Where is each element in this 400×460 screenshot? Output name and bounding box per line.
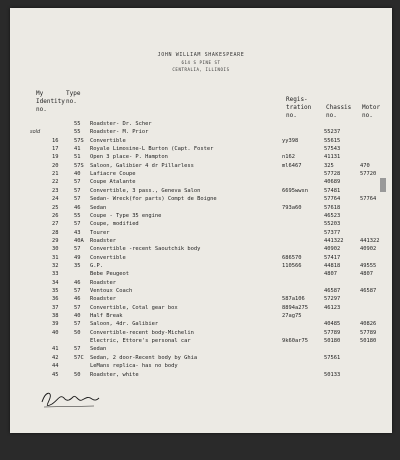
letterhead-name: JOHN WILLIAM SHAKESPEARE [157,52,245,58]
row-type-number: 46 [74,296,81,303]
row-motor-number: 46587 [360,288,377,294]
row-chassis-number: 57618 [324,204,341,211]
row-identity-number: 44 [52,363,59,370]
row-motor-number: 57764 [360,196,377,203]
row-identity-number: 31 [52,254,59,261]
row-identity-number: 25 [52,204,59,211]
row-type-number: 35 [74,262,81,269]
row-description: Sedan [90,204,107,211]
row-chassis-number: 46523 [324,212,341,219]
vehicle-row [10,362,392,370]
header-chassis [326,104,351,120]
row-motor-number: 40902 [360,246,377,253]
row-identity-number: 17 [52,146,59,153]
letterhead-street: 614 S PINE ST [181,60,221,65]
row-description: LeMans replica- has no body [90,363,178,370]
row-description: Sedan- Wreck(for parts) Compt de Boigne [90,196,217,203]
row-type-number: 40 [74,313,81,320]
vehicle-row [10,312,392,320]
header-type [66,90,80,106]
row-identity-number: 20 [52,162,59,169]
header-registration-line: no. [286,112,297,119]
row-type-number: 46 [74,279,81,286]
row-type-number: 40 [74,171,81,178]
vehicle-row [10,254,392,262]
row-motor-number: 57720 [360,171,377,178]
row-description: G.P. [90,262,103,269]
row-identity-number: 38 [52,313,59,320]
row-identity-number: 37 [52,304,59,311]
header-chassis-line: Chassis [326,104,352,111]
row-description: Coupe, modified [90,221,139,228]
header-type-line: Type [66,90,81,97]
row-type-number: 46 [74,204,81,211]
row-chassis-number: 57789 [324,329,341,336]
row-description: Lafiacre Coupe [90,171,136,178]
vehicle-row [10,295,392,303]
row-identity-number: 39 [52,321,59,328]
vehicle-row [10,153,392,161]
row-description: Electric, Ettore's personal car [90,338,191,345]
row-chassis-number: 57543 [324,146,341,153]
row-identity-number: 30 [52,246,59,253]
row-description: Convertible-recent body-Michelin [90,329,194,336]
row-chassis-number: 57481 [324,187,341,194]
header-identity [36,90,65,114]
row-description: Saloon, Galibier 4 dr Pillarless [90,162,194,169]
row-motor-number: 49555 [360,262,377,269]
vehicle-row [10,270,392,278]
row-description: Royale Limosine-L Burton (Capt. Foster [90,146,214,153]
row-type-number: 57 [74,221,81,228]
row-chassis-number: 55237 [324,129,341,136]
header-identity-line: My [36,90,44,97]
row-chassis-number: 57297 [324,296,341,303]
row-type-number: 57 [74,321,81,328]
row-registration-number: 9k60ar75 [282,338,308,345]
row-identity-number: 28 [52,229,59,236]
row-identity-number: 29 [52,237,59,244]
row-description: Convertible [90,137,126,144]
row-description: Open 3 place- P. Hampton [90,154,168,161]
row-chassis-number: 50133 [324,371,341,378]
vehicle-row [10,304,392,312]
row-identity-number: 27 [52,221,59,228]
row-type-number: 41 [74,146,81,153]
row-description: Half Break [90,313,123,320]
row-description: Roadster [90,296,116,303]
vehicle-row [10,262,392,270]
row-identity-number: 22 [52,179,59,186]
header-chassis-line: no. [326,112,337,119]
vehicle-row [10,287,392,295]
row-identity-number: 36 [52,296,59,303]
row-identity-number: 26 [52,212,59,219]
row-chassis-number: 46123 [324,304,341,311]
vehicle-row [10,245,392,253]
row-registration-number: 27ag75 [282,313,302,320]
row-identity-number: 42 [52,354,59,361]
binder-clip [380,178,386,192]
row-motor-number: 57789 [360,329,377,336]
row-type-number: 40A [74,237,84,244]
vehicle-row [10,204,392,212]
vehicle-row [10,371,392,379]
row-motor-number: 4807 [360,271,373,278]
row-type-number: 50 [74,371,81,378]
row-chassis-number: 41131 [324,154,341,161]
row-registration-number: 686570 [282,254,302,261]
vehicle-row [10,162,392,170]
row-type-number: 50 [74,329,81,336]
row-type-number: 57 [74,196,81,203]
row-type-number: 57 [74,187,81,194]
row-type-number: 55 [74,129,81,136]
header-identity-line: Identity [36,98,65,105]
signature [40,388,100,410]
row-motor-number: 40826 [360,321,377,328]
row-chassis-number: 57764 [324,196,341,203]
row-registration-number: 8894a275 [282,304,308,311]
row-chassis-number: 57417 [324,254,341,261]
vehicle-row [10,345,392,353]
row-type-number: 49 [74,254,81,261]
row-type-number: 51 [74,154,81,161]
row-motor-number: 470 [360,162,370,169]
row-type-number: 55 [74,212,81,219]
row-registration-number: n162 [282,154,295,161]
vehicle-row [10,337,392,345]
row-motor-number: 50180 [360,338,377,345]
row-type-number: 57 [74,288,81,294]
letterhead-city: CENTRALIA, ILLINOIS [172,67,230,72]
row-identity-number: 21 [52,171,59,178]
row-type-number: 57S [74,162,84,169]
vehicle-row [10,237,392,245]
vehicle-row [10,195,392,203]
row-chassis-number: 40902 [324,246,341,253]
row-type-number: 43 [74,229,81,236]
row-description: Convertible -recent Saoutchik body [90,246,201,253]
row-description: Roadster- Dr. Scher [90,121,152,127]
vehicle-row [10,170,392,178]
row-description: Sedan [90,346,107,353]
header-motor-line: no. [362,112,373,119]
row-type-number: 57S [74,137,84,144]
row-identity-number: 41 [52,346,59,353]
vehicle-row [10,279,392,287]
vehicle-row [10,128,392,136]
header-identity-line: no. [36,106,47,113]
row-identity-number: 32 [52,262,59,269]
row-chassis-number: 325 [324,162,334,169]
row-motor-number: 441322 [360,237,380,244]
row-description: Tourer [90,229,110,236]
row-description: Coupe - Type 35 engine [90,212,162,219]
row-description: Ventoux Coach [90,288,133,294]
row-registration-number: 793a60 [282,204,302,211]
vehicle-row [10,137,392,145]
row-chassis-number: 55203 [324,221,341,228]
row-registration-number: yy398 [282,137,299,144]
row-identity-number: 40 [52,329,59,336]
row-registration-number: 110566 [282,262,302,269]
header-registration-line: tration [286,104,312,111]
row-identity-number: 33 [52,271,59,278]
document-page [10,8,392,433]
header-motor [362,104,380,120]
row-description: Convertible, Cotal gear box [90,304,178,311]
row-chassis-number: 441322 [324,237,344,244]
vehicle-row [10,178,392,186]
row-chassis-number: 55615 [324,137,341,144]
row-chassis-number: 50180 [324,338,341,345]
row-identity-number: 34 [52,279,59,286]
vehicle-row [10,229,392,237]
vehicle-row [10,329,392,337]
row-chassis-number: 57728 [324,171,341,178]
header-type-line: no. [66,98,77,105]
row-type-number: 57 [74,304,81,311]
row-identity-number: 19 [52,154,59,161]
header-registration [286,96,311,120]
vehicle-row [10,187,392,195]
row-chassis-number: 4807 [324,271,337,278]
row-type-number: 57 [74,246,81,253]
row-registration-number: 587a106 [282,296,305,303]
row-description: Convertible, 3 pass., Geneva Salon [90,187,201,194]
row-identity-number: 16 [52,137,59,144]
header-registration-line: Regis- [286,96,308,103]
row-chassis-number: 44818 [324,262,341,269]
row-type-number: 57C [74,354,84,361]
row-type-number: 55 [74,121,81,127]
vehicle-row [10,120,392,128]
row-identity-number: 24 [52,196,59,203]
row-registration-number: 6695wwsn [282,187,308,194]
row-chassis-number: 40689 [324,179,341,186]
row-identity-number: 23 [52,187,59,194]
row-description: Roadster [90,279,116,286]
row-mark: sold [30,129,41,136]
row-chassis-number: 46587 [324,288,341,294]
vehicle-row [10,212,392,220]
vehicle-row [10,145,392,153]
row-description: Bebe Peugeot [90,271,129,278]
row-identity-number: 45 [52,371,59,378]
row-description: Saloon, 4dr. Galibier [90,321,159,328]
row-description: Roadster- M. Prior [90,129,149,136]
row-type-number: 57 [74,179,81,186]
row-registration-number: ml6467 [282,162,302,169]
row-description: Coupe Atalante [90,179,136,186]
row-identity-number: 35 [52,288,59,294]
row-description: Roadster, white [90,371,139,378]
vehicle-row [10,320,392,328]
row-description: Convertible [90,254,126,261]
row-chassis-number: 57561 [324,354,341,361]
row-description: Sedan, 2 door-Recent body by Ghia [90,354,198,361]
vehicle-row [10,220,392,228]
row-type-number: 57 [74,346,81,353]
header-motor-line: Motor [362,104,381,111]
row-chassis-number: 40485 [324,321,341,328]
vehicle-row [10,354,392,362]
row-chassis-number: 57377 [324,229,341,236]
row-description: Roadster [90,237,116,244]
